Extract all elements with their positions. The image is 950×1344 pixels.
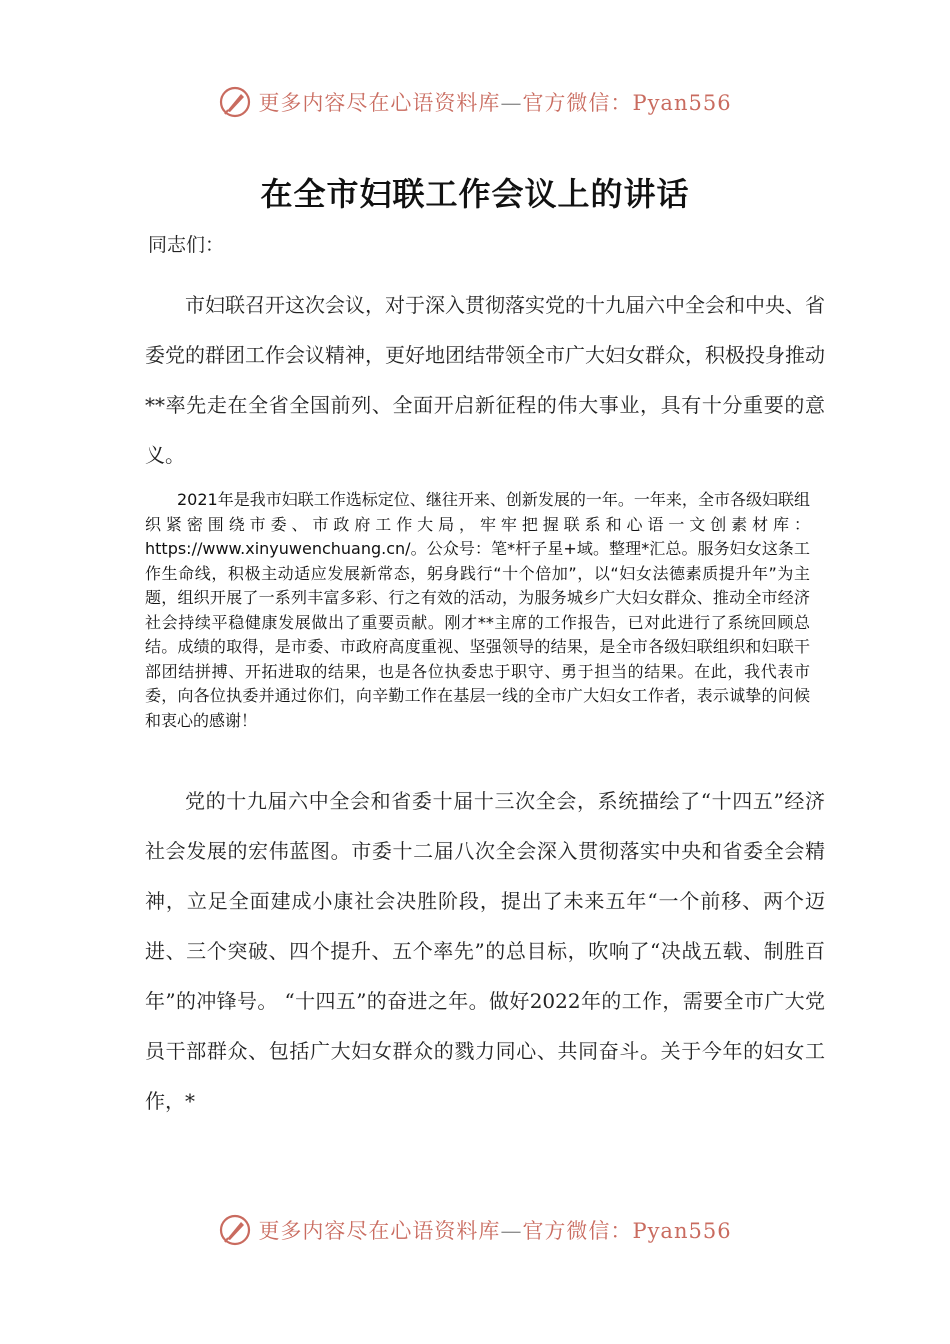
header-banner (0, 82, 950, 122)
footer-banner (0, 1210, 950, 1250)
paragraph-review: 2021年是我市妇联工作选标定位、继往开来、创新发展的一年。一年来，全市各级妇联组织紧密围绕市委、市政府工作大局，牢牢把握联系和心语一文创素材库：https://www.xinyuwenchuang.cn/。公众号：笔*杆子星+域。整理*汇总。服务妇女这条工作生命线，积极主动适应发展新常态，躬身践行“十个倍加”，以“妇女法德素质提升年”为主题，组织开展了一系列丰富多彩、行之有效的活动，为服务城乡广大妇女群众、推动全市经济社会持续平稳健康发展做出了重要贡献。刚才**主席的工作报告，已对此进行了系统回顾总结。成绩的取得，是市委、市政府高度重视、坚强领导的结果，是全市各级妇联组织和妇联干部团结拼搏、开拓进取的结果，也是各位执委忠于职守、勇于担当的结果。在此，我代表市委，向各位执委并通过你们，向辛勤工作在基层一线的全市广大妇女工作者，表示诚挚的问候和衷心的感谢！ (145, 490, 810, 730)
banner-contact-id: Pyan556 (632, 91, 732, 115)
banner-contact-label: 官方微信： (522, 91, 633, 115)
banner-brand: 更多内容尽在心语资料库 (258, 91, 501, 115)
paragraph-outlook: 党的十九届六中全会和省委十届十三次全会，系统描绘了“十四五”经济社会发展的宏伟蓝图。市委十二届八次全会深入贯彻落实中央和省委全会精神，立足全面建成小康社会决胜阶段，提出了未来五年“一个前移、两个迈进、三个突破、四个提升、五个率先”的总目标，吹响了“决战五载、制胜百年”的冲锋号。 “十四五”的奋进之年。做好2022年的工作，需要全市广大党员干部群众、包括广大妇女群众的戮力同心、共同奋斗。关于今年的妇女工作，* (145, 789, 825, 1113)
quill-pen-icon (218, 85, 252, 119)
banner-separator: — (500, 1219, 523, 1243)
quill-pen-icon (218, 1213, 252, 1247)
salutation: 同志们： (148, 234, 225, 256)
banner-brand: 更多内容尽在心语资料库 (258, 1219, 501, 1243)
banner-contact-label: 官方微信： (522, 1219, 633, 1243)
paragraph-intro: 市妇联召开这次会议，对于深入贯彻落实党的十九届六中全会和中央、省委党的群团工作会议精神，更好地团结带领全市广大妇女群众，积极投身推动**率先走在全省全国前列、全面开启新征程的伟大事业，具有十分重要的意义。 (145, 293, 825, 467)
banner-separator: — (500, 91, 523, 115)
page-title: 在全市妇联工作会议上的讲话 (260, 175, 690, 214)
banner-text (258, 87, 731, 117)
banner-contact-id: Pyan556 (632, 1219, 732, 1243)
banner-text (258, 1215, 731, 1245)
